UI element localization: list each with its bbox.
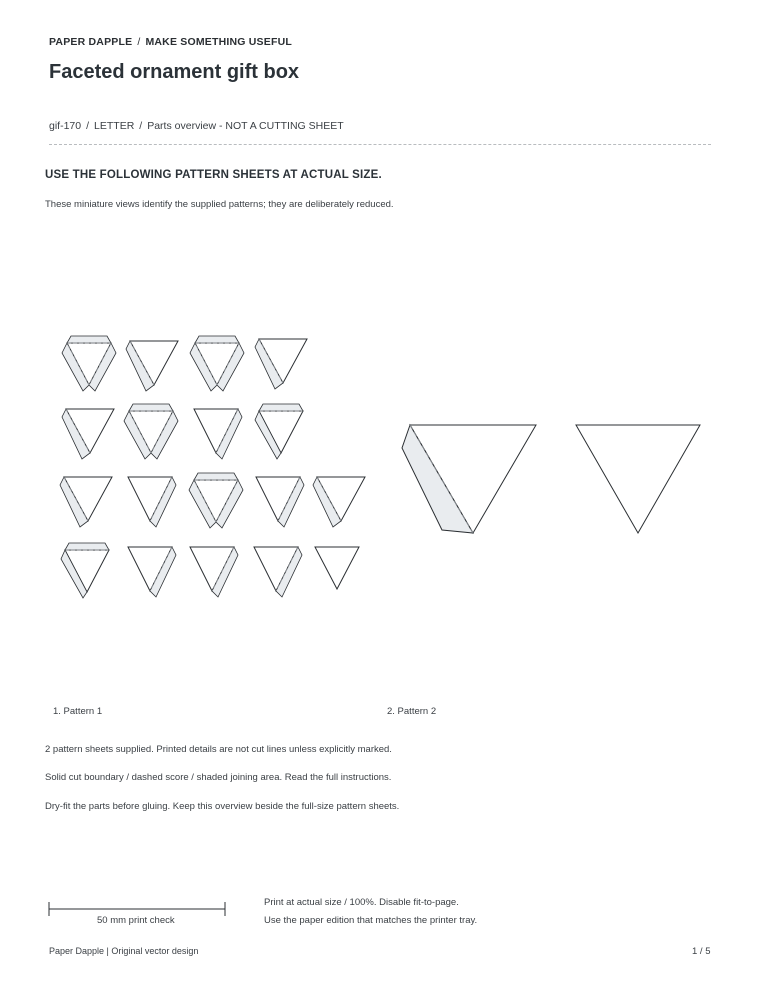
part-thumbnail <box>61 543 109 598</box>
part-thumbnail <box>254 547 302 597</box>
page-title: Faceted ornament gift box <box>49 61 300 83</box>
part-thumbnail <box>194 409 242 459</box>
brand-tagline: MAKE SOMETHING USEFUL <box>145 36 292 48</box>
part-thumbnail <box>128 477 176 527</box>
part-thumbnail <box>255 339 307 389</box>
note-sheets: 2 pattern sheets supplied. Printed details are not cut lines unless explicitly marked. <box>45 744 392 755</box>
part-thumbnail <box>62 336 116 391</box>
paper-instruction: Use the paper edition that matches the printer tray. <box>264 915 478 926</box>
part-thumbnail <box>313 477 365 527</box>
paper-size: LETTER <box>94 120 135 132</box>
meta-separator: / <box>139 120 143 132</box>
print-instruction: Print at actual size / 100%. Disable fit-to-page. <box>264 897 459 908</box>
note-legend: Solid cut boundary / dashed score / shaded joining area. Read the full instructions. <box>45 772 392 783</box>
part-thumbnail <box>62 409 114 459</box>
part-thumbnail <box>60 477 112 527</box>
sheet-type: Parts overview - NOT A CUTTING SHEET <box>147 120 344 132</box>
part-thumbnail <box>124 404 178 459</box>
part-thumbnail <box>189 473 243 528</box>
part-thumbnail <box>255 404 303 459</box>
page-number: 1 / 5 <box>692 946 711 957</box>
intro-text: These miniature views identify the supplied patterns; they are deliberately reduced. <box>45 199 394 210</box>
brand-separator: / <box>137 36 141 48</box>
pattern-2-part-plain <box>576 425 700 533</box>
meta-separator: / <box>86 120 90 132</box>
instructions-heading: USE THE FOLLOWING PATTERN SHEETS AT ACTUAL SIZE. <box>45 169 382 181</box>
caption-pattern-1: 1. Pattern 1 <box>53 706 103 717</box>
scale-bar <box>49 902 225 916</box>
brand-name: PAPER DAPPLE <box>49 36 133 48</box>
footer-credit: Paper Dapple | Original vector design <box>49 946 199 956</box>
product-code: gif-170 <box>49 120 82 132</box>
part-thumbnail <box>128 547 176 597</box>
part-thumbnail <box>126 341 178 391</box>
scale-bar-label: 50 mm print check <box>97 915 175 926</box>
part-thumbnail <box>190 336 244 391</box>
part-thumbnail <box>315 547 359 589</box>
pattern-2-part-with-tab <box>402 425 536 533</box>
part-thumbnail <box>190 547 238 597</box>
caption-pattern-2: 2. Pattern 2 <box>387 706 437 717</box>
note-dry-fit: Dry-fit the parts before gluing. Keep this overview beside the full-size pattern sheets. <box>45 801 400 812</box>
part-thumbnail <box>256 477 304 527</box>
